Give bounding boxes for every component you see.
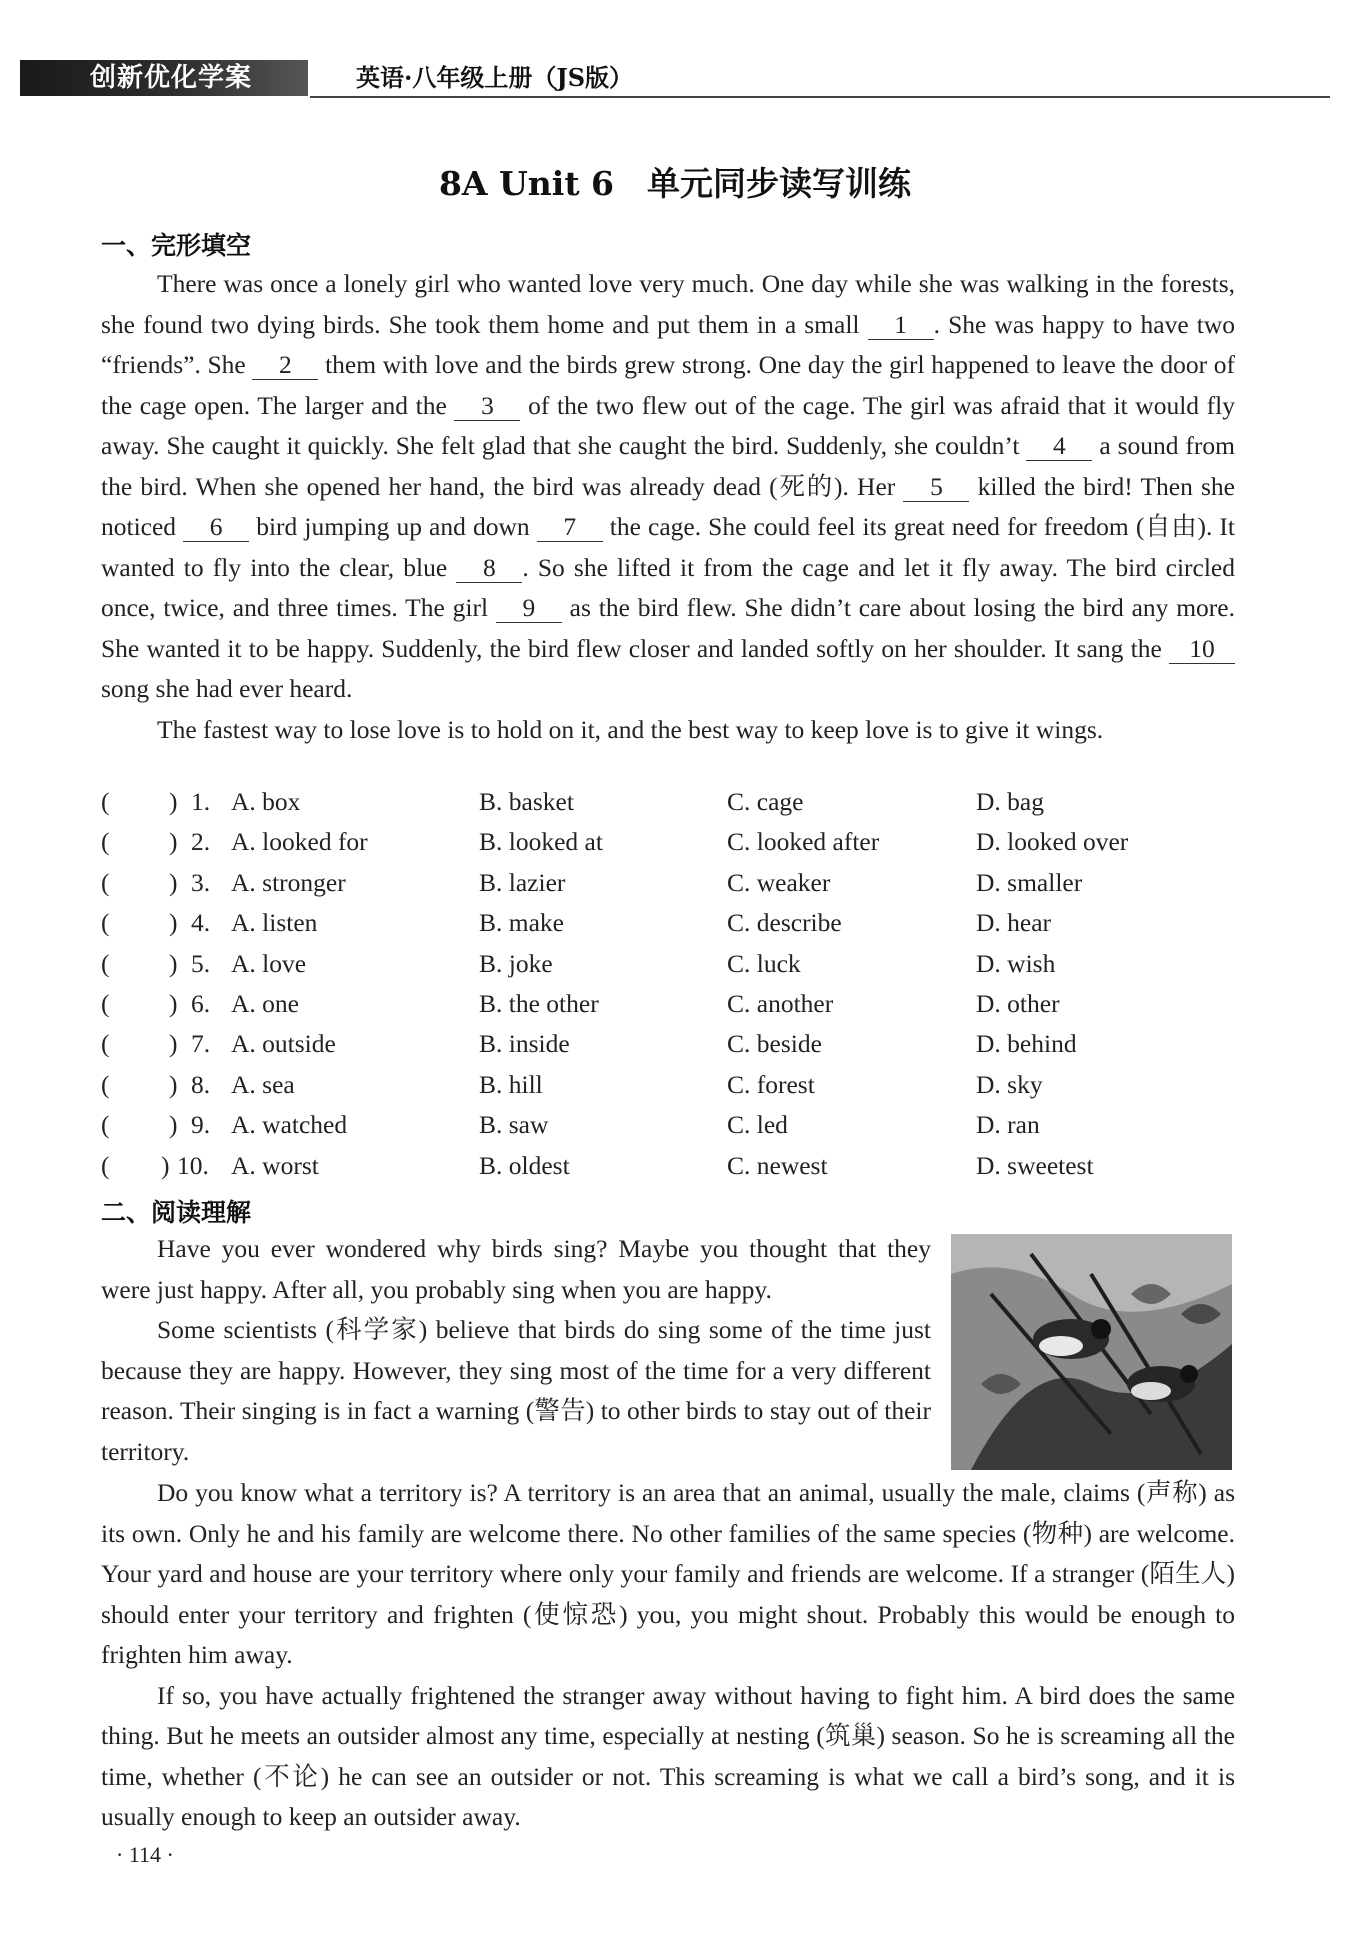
cloze-text: song she had ever heard. <box>101 674 353 703</box>
header-rule <box>310 96 1330 98</box>
reading-paragraph: Some scientists (科学家) believe that birds do sing some of the time just because they are happy. However, they sing most of the time for a very different reason. Their singing is in fact a warning (警告) to other birds to stay out of their territory. <box>101 1315 931 1466</box>
option-c: C. newest <box>727 1150 828 1180</box>
page-number: · 114 · <box>116 1842 174 1867</box>
question-number: 5. <box>191 948 211 978</box>
option-b: B. joke <box>479 948 553 978</box>
option-d: D. sweetest <box>976 1150 1094 1180</box>
question-number: 7. <box>191 1029 211 1059</box>
question-row <box>101 1029 1241 1069</box>
option-b: B. make <box>479 908 564 938</box>
cloze-text: the cage. She could feel its great need for freedom (自由). It wanted to fly into the clear, blue <box>101 512 1235 582</box>
page-header <box>20 56 1330 98</box>
section-heading-cloze: 一、完形填空 <box>101 231 252 260</box>
answer-paren-close: ) <box>169 908 178 938</box>
reading-passage-bottom <box>101 1473 1235 1838</box>
question-number: 8. <box>191 1069 211 1099</box>
question-row <box>101 787 1241 827</box>
option-c: C. beside <box>727 1029 822 1059</box>
option-a: A. sea <box>231 1069 295 1099</box>
question-row <box>101 1151 1241 1191</box>
option-c: C. led <box>727 1110 788 1140</box>
answer-paren-close: ) <box>169 827 178 857</box>
option-a: A. love <box>231 948 307 978</box>
question-row <box>101 949 1241 989</box>
option-d: D. other <box>976 988 1060 1018</box>
cloze-text: a sound from the bird. When she opened her hand, the bird was already dead (死的). Her <box>101 431 1236 501</box>
question-row <box>101 989 1241 1029</box>
birds-illustration <box>951 1234 1232 1470</box>
option-c: C. cage <box>727 787 804 816</box>
option-b: B. inside <box>479 1029 570 1059</box>
cloze-text: of the two flew out of the cage. The girl was afraid that it would fly away. She caught it quickly. She felt glad that she caught the bird. Suddenly, she couldn’t <box>101 390 1235 460</box>
cloze-passage <box>101 264 1235 750</box>
page-title: 8A Unit 6 单元同步读写训练 <box>438 164 912 203</box>
reading-paragraph: If so, you have actually frightened the stranger away without having to fight him. A bird does the same thing. But he meets an outsider almost any time, especially at nesting (筑巢) season. So he is screaming all the time, whether (不论) he can see an outsider or not. This screaming is what we call a bird’s song, and it is usually enough to keep an outsider away. <box>101 1680 1235 1831</box>
reading-paragraph: Do you know what a territory is? A territory is an area that an animal, usually the male, claims (声称) as its own. Only he and his family are welcome there. No other families of the same species (物种) are welcome. Your yard and house are your territory where only your family and friends are welcome. If a stranger (陌生人) should enter your territory and frighten (使惊恐) you, you might shout. Probably this would be enough to frighten him away. <box>101 1478 1235 1669</box>
option-c: C. forest <box>727 1069 815 1099</box>
cloze-blank: 4 <box>1026 432 1092 461</box>
cloze-blank: 6 <box>183 513 249 542</box>
option-b: B. lazier <box>479 867 566 897</box>
option-a: A. listen <box>231 908 318 938</box>
answer-paren-close: ) <box>169 867 178 897</box>
question-number: 4. <box>191 908 211 938</box>
cloze-blank: 3 <box>454 392 520 421</box>
cloze-text: There was once a lonely girl who wanted love very much. One day while she was walking in the forests, she found two dying birds. She took them home and put them in a small <box>101 269 1235 339</box>
answer-paren-open: ( <box>101 1029 110 1059</box>
answer-paren-open: ( <box>101 787 110 816</box>
option-a: A. watched <box>231 1110 348 1140</box>
cloze-blank: 8 <box>456 554 522 583</box>
option-a: A. outside <box>231 1029 336 1059</box>
brand-logo: 创新优化学案 <box>20 60 308 96</box>
option-d: D. behind <box>976 1029 1077 1059</box>
cloze-blank: 5 <box>903 473 969 502</box>
answer-paren-close: ) <box>169 1069 178 1099</box>
cloze-moral: The fastest way to lose love is to hold on it, and the best way to keep love is to give it wings. <box>157 714 1104 744</box>
answer-paren-close: ) <box>169 1110 178 1140</box>
answer-paren-close: ) <box>169 787 178 816</box>
option-d: D. wish <box>976 948 1056 978</box>
answer-paren-open: ( <box>101 908 110 938</box>
option-a: A. worst <box>231 1150 319 1180</box>
book-title: 英语·八年级上册（JS版） <box>356 63 634 92</box>
cloze-paragraph <box>101 264 1235 710</box>
section-heading-reading: 二、阅读理解 <box>101 1198 252 1227</box>
cloze-blank: 7 <box>537 513 603 542</box>
option-d: D. smaller <box>976 867 1083 897</box>
question-row <box>101 868 1241 908</box>
question-number: 6. <box>191 988 211 1018</box>
option-c: C. looked after <box>727 827 880 857</box>
option-a: A. one <box>231 988 299 1018</box>
question-row <box>101 1070 1241 1110</box>
question-row <box>101 1110 1241 1150</box>
option-c: C. luck <box>727 948 801 978</box>
answer-paren-open: ( <box>101 1110 110 1140</box>
question-row <box>101 908 1241 948</box>
option-a: A. stronger <box>231 867 346 897</box>
question-number: 1. <box>191 787 211 816</box>
question-row <box>101 827 1241 867</box>
answer-paren-open: ( <box>101 827 110 857</box>
option-b: B. the other <box>479 988 599 1018</box>
option-b: B. basket <box>479 787 574 816</box>
option-d: D. looked over <box>976 827 1129 857</box>
cloze-blank: 1 <box>868 311 934 340</box>
cloze-blank: 2 <box>252 351 318 380</box>
option-c: C. describe <box>727 908 842 938</box>
option-a: A. box <box>231 787 301 816</box>
question-number: 10. <box>177 1150 209 1180</box>
answer-paren-close: ) <box>161 1150 170 1180</box>
cloze-text: . She was happy to have two “friends”. She <box>101 309 1235 379</box>
option-d: D. bag <box>976 787 1044 816</box>
option-b: B. hill <box>479 1069 543 1099</box>
option-c: C. another <box>727 988 834 1018</box>
option-c: C. weaker <box>727 867 831 897</box>
cloze-text: as the bird flew. She didn’t care about losing the bird any more. She wanted it to be happy. Suddenly, the bird flew closer and landed softly on her shoulder. It sang the <box>101 593 1235 663</box>
answer-paren-close: ) <box>169 1029 178 1059</box>
answer-paren-open: ( <box>101 867 110 897</box>
answer-paren-open: ( <box>101 988 110 1018</box>
question-number: 9. <box>191 1110 211 1140</box>
cloze-text: . So she lifted it from the cage and let it fly away. The bird circled once, twice, and three times. The girl <box>101 552 1235 622</box>
reading-paragraph: Have you ever wondered why birds sing? Maybe you thought that they were just happy. After all, you probably sing when you are happy. <box>101 1234 931 1304</box>
answer-paren-close: ) <box>169 948 178 978</box>
option-a: A. looked for <box>231 827 368 857</box>
option-d: D. hear <box>976 908 1052 938</box>
answer-paren-open: ( <box>101 1069 110 1099</box>
option-b: B. saw <box>479 1110 549 1140</box>
birds-photo <box>951 1234 1232 1470</box>
question-number: 2. <box>191 827 211 857</box>
cloze-text: bird jumping up and down <box>249 512 537 541</box>
answer-paren-open: ( <box>101 948 110 978</box>
answer-paren-close: ) <box>169 988 178 1018</box>
cloze-blank: 10 <box>1169 635 1235 664</box>
reading-passage-top <box>101 1229 931 1472</box>
cloze-text: them with love and the birds grew strong. One day the girl happened to leave the door of the cage open. The larger and the <box>101 350 1235 420</box>
option-b: B. looked at <box>479 827 603 857</box>
option-d: D. sky <box>976 1069 1043 1099</box>
question-number: 3. <box>191 867 211 897</box>
option-d: D. ran <box>976 1110 1040 1140</box>
cloze-options <box>101 787 1241 1191</box>
cloze-blank: 9 <box>496 594 562 623</box>
option-b: B. oldest <box>479 1150 570 1180</box>
cloze-text: killed the bird! Then she noticed <box>101 471 1235 541</box>
answer-paren-open: ( <box>101 1150 110 1180</box>
